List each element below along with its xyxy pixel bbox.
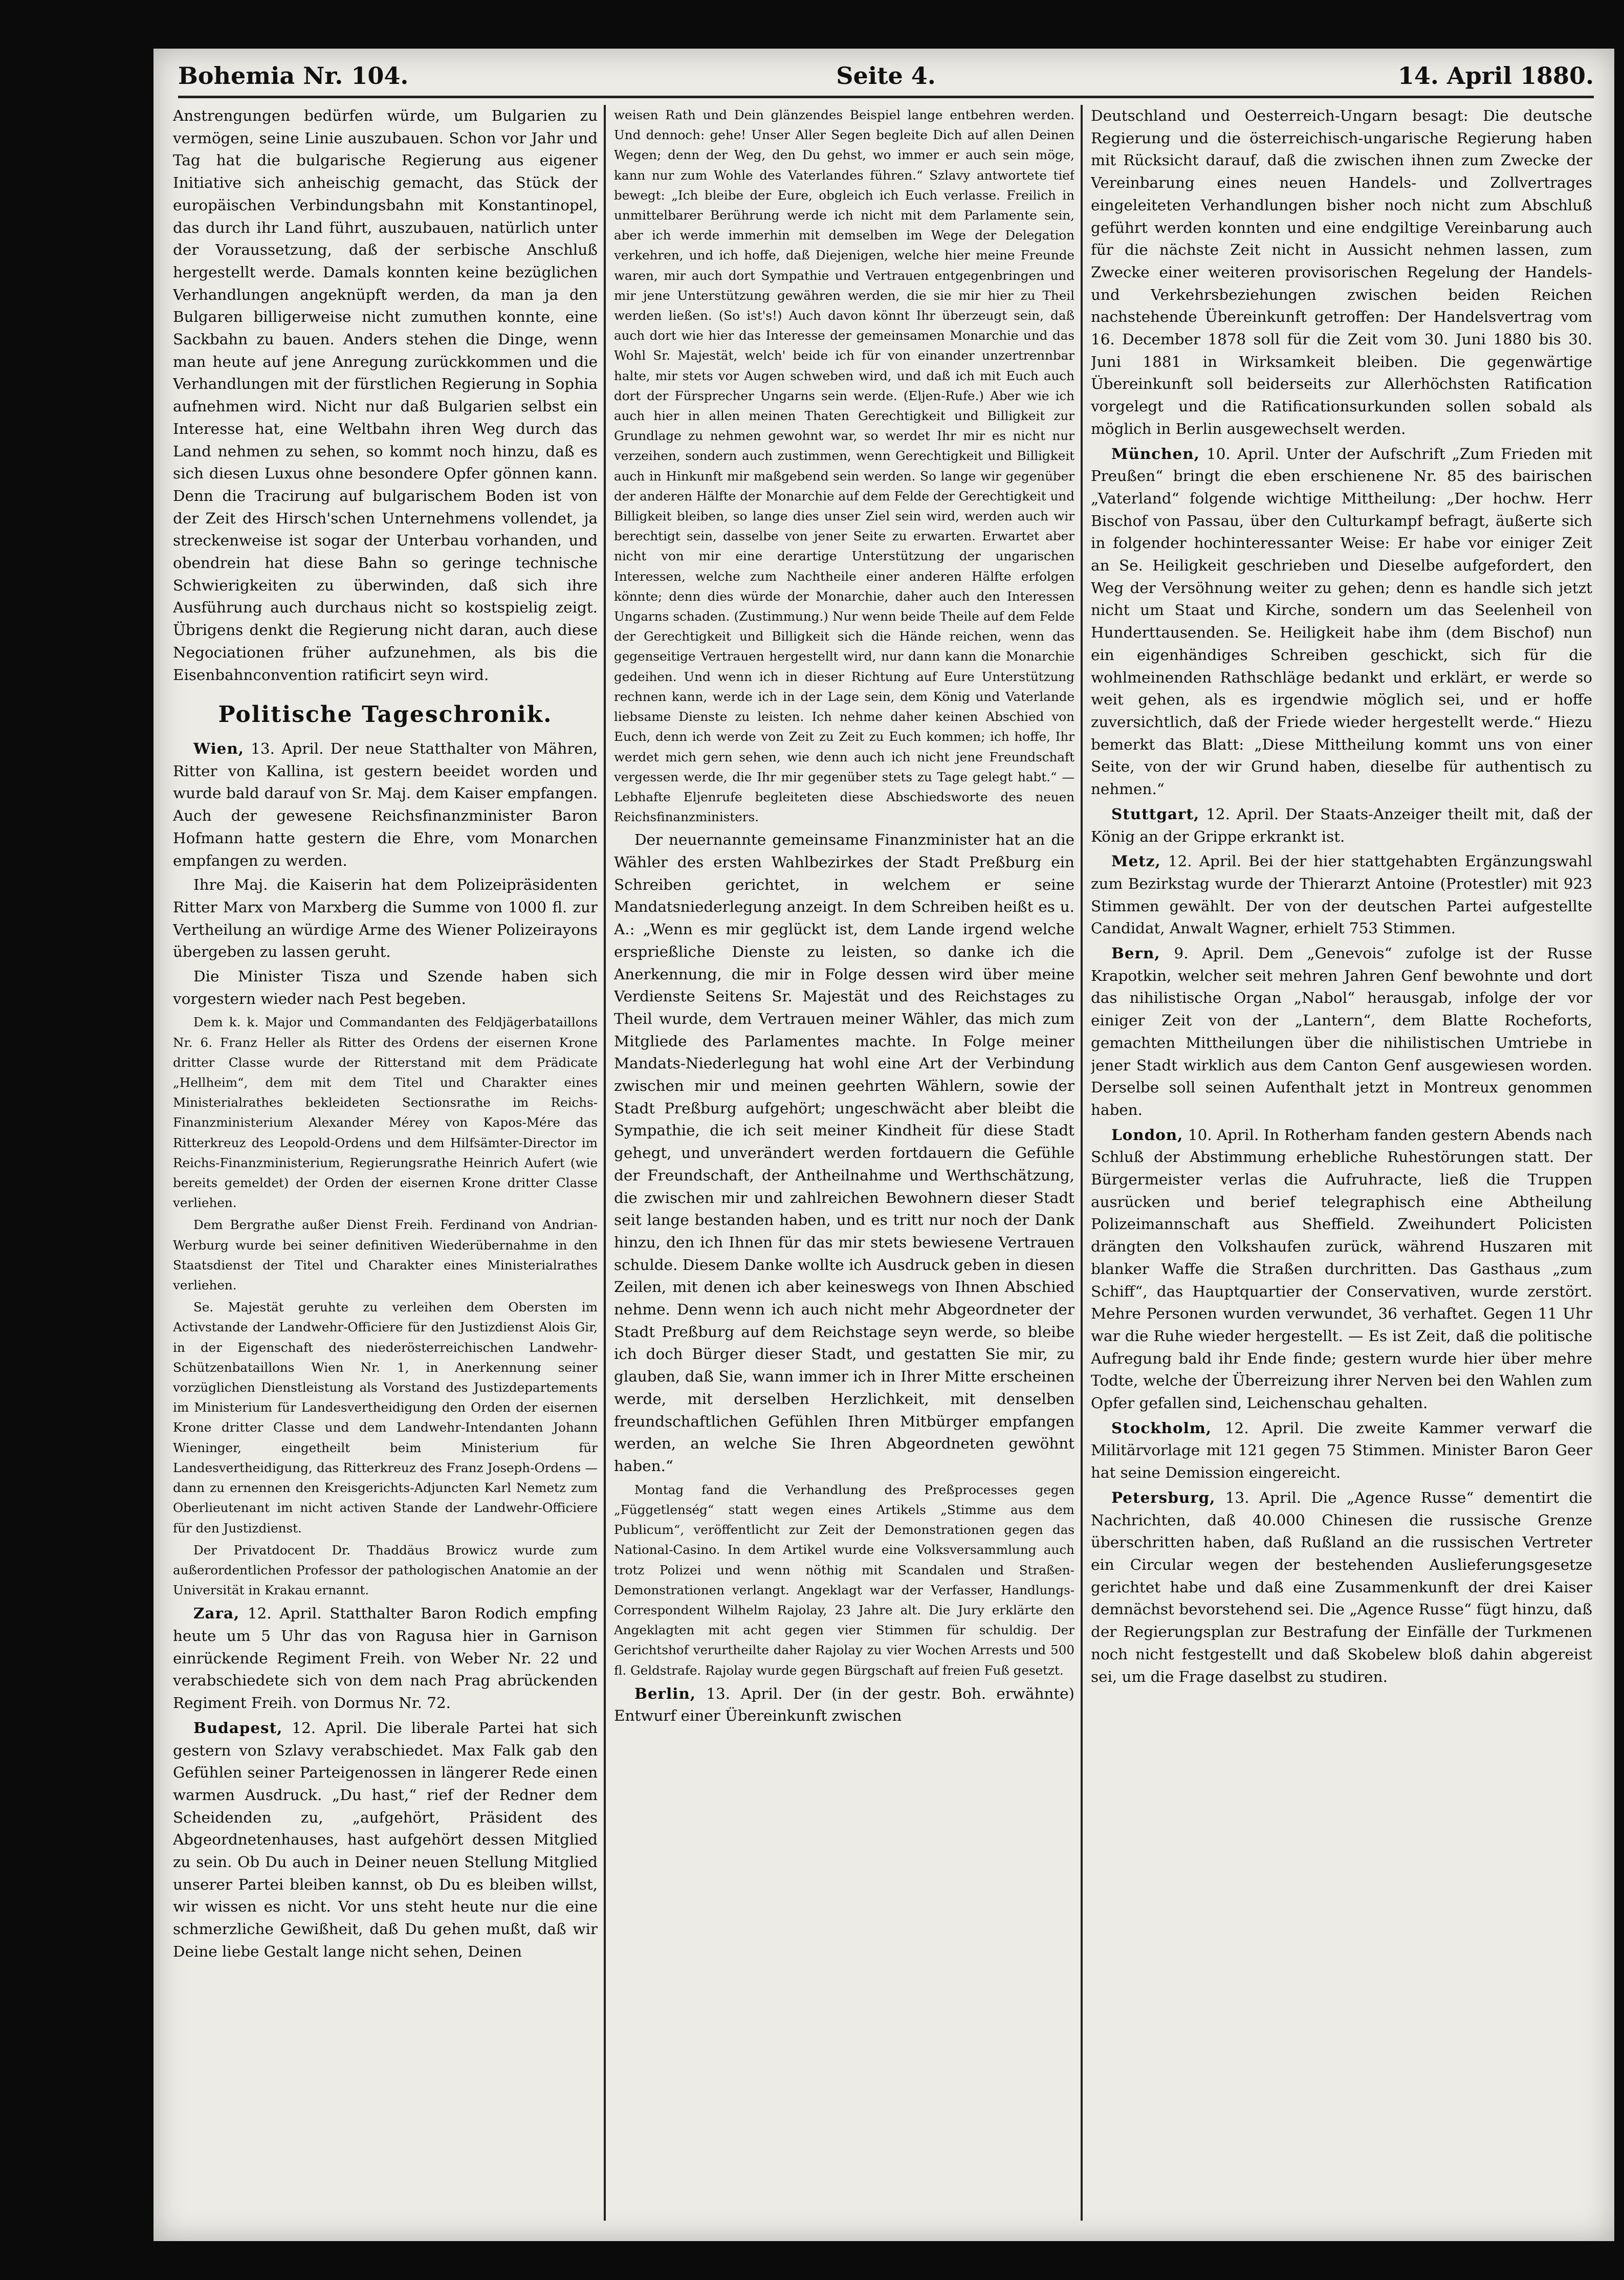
column-2: [614, 105, 1074, 2221]
article-paragraph: [173, 1215, 598, 1295]
paragraph-text: Se. Majestät geruhte zu verleihen dem Obersten im Activstande der Landwehr-Officiere für den Justizdienst Alois Gir, in der Eigenschaft des niederösterreichischen Landwehr-Schützenbataillons Wien Nr. 1, in Anerkennung seiner vorzüglichen Dienstleistung als Vorstand des Justizdepartements im Ministerium für Landesvertheidigung den Orden der eisernen Krone dritter Classe und dem Landwehr-Intendanten Johann Wieninger, eingetheilt beim Ministerium für Landesvertheidigung, das Ritterkreuz des Franz Joseph-Ordens — dann zu ernennen den Kreisgerichts-Adjuncten Karl Nemetz zum Oberlieutenant im nicht activen Stande der Landwehr-Officiere für den Justizdienst.: [173, 1300, 598, 1536]
article-paragraph: [1091, 105, 1592, 441]
paragraph-text: Anstrengungen bedürfen würde, um Bulgarien zu vermögen, seine Linie auszubauen. Schon vor Jahr und Tag hat die bulgarische Regierung aus eigener Initiative sich anheischig gemacht, das Stück der europäischen Verbindungsbahn mit Konstantinopel, das durch ihr Land führt, auszubauen, natürlich unter der Voraussetzung, daß der serbische Anschluß hergestellt werde. Damals konnten keine bezüglichen Verhandlungen angeknüpft werden, da man ja den Bulgaren billigerweise nicht zumuthen konnte, eine Sackbahn zu bauen. Anders stehen die Dinge, wenn man heute auf jene Anregung zurückkommen und die Verhandlungen mit der fürstlichen Regierung in Sophia aufnehmen wird. Nicht nur daß Bulgarien selbst ein Interesse hat, eine Weltbahn ihren Weg durch das Land nehmen zu sehen, so kommt noch hinzu, daß es sich diesen Luxus ohne besondere Opfer gönnen kann. Denn die Tracirung auf bulgarischem Boden ist von der Zeit des Hirsch'schen Unternehmens vollendet, ja streckenweise ist sogar der Unterbau vorhanden, und obendrein hat diese Bahn so geringe technische Schwierigkeiten zu überwinden, daß sich ihre Ausführung auch durchaus nicht so kostspielig zeigt. Übrigens denkt die Regierung nicht daran, auch diese Negociationen früher aufzunehmen, als bis die Eisenbahnconvention ratificirt seyn wird.: [173, 107, 598, 684]
article-paragraph: [614, 829, 1074, 1477]
article-paragraph: [614, 1682, 1074, 1727]
article-paragraph: [614, 1480, 1074, 1680]
column-divider: [604, 105, 606, 2221]
paragraph-text: 13. April. Der (in der gestr. Boh. erwähnte) Entwurf einer Übereinkunft zwischen: [614, 1684, 1074, 1725]
column-divider: [1081, 105, 1083, 2221]
article-paragraph: [173, 1717, 598, 1963]
page-number: Seite 4.: [836, 62, 936, 90]
paragraph-text: 13. April. Die „Agence Russe“ dementirt die Nachrichten, daß 40.000 Chinesen die russische Grenze überschritten haben, daß Rußland an die russischen Vertreter ein Circular wegen der bestehenden Auslieferungsgesetze gerichtet habe und daß eine Zusammenkunft der drei Kaiser demnächst bevorstehend sei. Die „Agence Russe“ fügt hinzu, daß der Regierungsplan zur Bestrafung der Einfälle der Turkmenen noch nicht festgestellt und daß Skobelew bloß dahin abgereist sei, um die Frage daselbst zu studiren.: [1091, 1488, 1592, 1685]
paragraph-text: weisen Rath und Dein glänzendes Beispiel lange entbehren werden. Und dennoch: gehe! Unser Aller Segen begleite Dich auf allen Deinen Wegen; denn der Weg, den Du gehst, wo immer er auch sein möge, kann nur zum Wohle des Vaterlandes führen.“ Szlavy antwortete tief bewegt: „Ich bleibe der Eure, obgleich ich Euch verlasse. Freilich in unmittelbarer Berührung werde ich nicht mit dem Parlamente sein, aber ich werde immerhin mit demselben im Wege der Delegation verkehren, und ich hoffe, daß Diejenigen, welche hier meine Freunde waren, mir auch dort Sympathie und Vertrauen entgegenbringen und mir jene Unterstützung gewähren werden, die sie mir hier zu Theil werden ließen. (So ist's!) Auch davon könnt Ihr überzeugt sein, daß auch dort wie hier das Interesse der gemeinsamen Monarchie und das Wohl Sr. Majestät, welch' beide ich für von einander unzertrennbar halte, mir stets vor Augen schweben wird, und daß ich mit Euch auch dort der Fürsprecher Ungarns sein werde. (Eljen-Rufe.) Aber wie ich auch hier in allen meinen Thaten Gerechtigkeit und Billigkeit zur Grundlage zu nehmen gewohnt war, so werdet Ihr mir es nicht nur verzeihen, sondern auch zustimmen, wenn Gerechtigkeit und Billigkeit auch in Hinkunft mir maßgebend sein werden. So lange wir gegenüber der anderen Hälfte der Monarchie auf dem Felde der Gerechtigkeit und Billigkeit bleiben, so lange dies unser Ziel sein wird, werden auch wir berechtigt sein, dasselbe von jener Seite zu erwarten. Erwartet aber nicht von mir eine derartige Unterstützung der ungarischen Interessen, welche zum Nachtheile einer anderen Hälfte erfolgen könnte; denn dies würde der Monarchie, daher auch den Interessen Ungarns schaden. (Zustimmung.) Nur wenn beide Theile auf dem Felde der Gerechtigkeit und Billigkeit sich die Hände reichen, wenn das gegenseitige Vertrauen hergestellt wird, nur dann kann die Monarchie gedeihen. Und wenn ich in dieser Richtung auf Eure Unterstützung rechnen kann, werde ich in der Lage sein, dem König und Vaterlande liebsame Dienste zu leisten. Ich nehme daher keinen Abschied von Euch, denn ich werde von Zeit zu Zeit zu Euch kommen; ich hoffe, Ihr werdet mich gern sehen, wie denn auch ich nicht jene Freundschaft vergessen werde, die Ihr mir gegenüber stets zu Tage gelegt habt.“ — Lebhafte Eljenrufe begleiteten diese Abschiedsworte des neuen Reichsfinanzministers.: [614, 107, 1074, 825]
dateline-place: Zara,: [193, 1604, 240, 1623]
dateline-place: Budapest,: [193, 1718, 283, 1737]
article-paragraph: [173, 737, 598, 872]
article-paragraph: [173, 874, 598, 963]
article-paragraph: [173, 105, 598, 686]
dateline-place: München,: [1111, 444, 1200, 463]
article-paragraph: [173, 966, 598, 1010]
article-paragraph: [1091, 803, 1592, 848]
column-1: [173, 105, 598, 2221]
paragraph-text: Ihre Maj. die Kaiserin hat dem Polizeipräsidenten Ritter Marx von Marxberg die Summe von 1000 fl. zur Vertheilung an würdige Arme des Wiener Polizeirayons übergeben zu lassen geruht.: [173, 876, 598, 961]
article-paragraph: [1091, 850, 1592, 940]
paragraph-text: 9. April. Dem „Genevois“ zufolge ist der Russe Krapotkin, welcher seit mehren Jahren Genf bewohnte und dort das nihilistische Organ „Nabol“ herausgab, infolge der vor einiger Zeit von der „Lantern“, dem Blatte Rocheforts, gemachten Mittheilungen über die nihilistischen Umtriebe in jener Stadt wirklich aus dem Canton Genf ausgewiesen worden. Derselbe soll seinen Aufenthalt jetzt in Montreux genommen haben.: [1091, 945, 1592, 1119]
article-paragraph: [173, 1012, 598, 1213]
article-paragraph: [173, 1297, 598, 1538]
article-paragraph: [173, 1540, 598, 1601]
dateline-place: Berlin,: [634, 1684, 696, 1702]
paragraph-text: 12. April. Statthalter Baron Rodich empfing heute um 5 Uhr das von Ragusa hier in Garnison einrückende Regiment Freih. von Weber Nr. 22 und verabschiedete sich von dem nach Prag abrückenden Regiment Freih. von Dormus Nr. 72.: [173, 1605, 598, 1712]
article-paragraph: [1091, 942, 1592, 1122]
paragraph-text: Dem k. k. Major und Commandanten des Feldjägerbataillons Nr. 6. Franz Heller als Ritter des Ordens der eisernen Krone dritter Classe wurde der Ritterstand mit dem Prädicate „Hellheim“, dem mit dem Titel und Charakter eines Ministerialrathes bekleideten Sectionsrathe im Reichs-Finanzministerium Alexander Mérey von Kapos-Mére das Ritterkreuz des Leopold-Ordens und dem Hilfsämter-Director im Reichs-Finanzministerium, Regierungsrathe Heinrich Aufert (wie bereits gemeldet) der Orden der eisernen Krone dritter Classe verliehen.: [173, 1015, 598, 1211]
paragraph-text: 12. April. Die zweite Kammer verwarf die Militärvorlage mit 121 gegen 75 Stimmen. Minister Baron Geer hat seine Demission eingereicht.: [1091, 1419, 1592, 1482]
section-title: Politische Tageschronik.: [218, 701, 553, 728]
paragraph-text: Montag fand die Verhandlung des Preßprocesses gegen „Függetlenség“ statt wegen eines Artikels „Stimme aus dem Publicum“, veröffentlicht zur Zeit der Demonstrationen gegen das National-Casino. In dem Artikel wurde eine Volksversammlung auch trotz Polizei und wenn nöthig mit Scandalen und Straßen-Demonstrationen verlangt. Angeklagt war der Verfasser, Handlungs-Correspondent Wilhelm Rajolay, 23 Jahre alt. Die Jury erklärte den Angeklagten mit acht gegen vier Stimmen für schuldig. Der Gerichtshof verurtheilte daher Rajolay zu vier Wochen Arrests und 500 fl. Geldstrafe. Rajolay wurde gegen Bürgschaft auf freien Fuß gesetzt.: [614, 1482, 1074, 1678]
dateline-place: Petersburg,: [1111, 1488, 1216, 1506]
dateline-place: Bern,: [1111, 944, 1160, 962]
article-paragraph: [1091, 1486, 1592, 1688]
paragraph-text: Die Minister Tisza und Szende haben sich vorgestern wieder nach Pest begeben.: [173, 968, 598, 1007]
paragraph-text: Dem Bergrathe außer Dienst Freih. Ferdinand von Andrian-Werburg wurde bei seiner definitiven Wiederübernahme in den Staatsdienst der Titel und Charakter eines Ministerialrathes verliehen.: [173, 1217, 598, 1293]
newspaper-page: [153, 49, 1614, 2241]
paragraph-text: 12. April. Die liberale Partei hat sich gestern von Szlavy verabschiedet. Max Falk gab den Gefühlen seiner Parteigenossen in längerer Rede einen warmen Ausdruck. „Du hast,“ rief der Redner dem Scheidenden zu, „aufgehört, Präsident des Abgeordnetenhauses, hast aufgehört dessen Mitglied zu sein. Ob Du auch in Deiner neuen Stellung Mitglied unserer Partei bleiben kannst, ob Du es bleiben willst, wir wissen es nicht. Vor uns steht heute nur die eine schmerzliche Gewißheit, daß Du gehen mußt, daß wir Deine liebe Gestalt lange nicht sehen, Deinen: [173, 1719, 598, 1960]
article-paragraph: [1091, 443, 1592, 801]
dateline-place: Stuttgart,: [1111, 804, 1200, 823]
paragraph-text: 12. April. Bei der hier stattgehabten Ergänzungswahl zum Bezirkstag wurde der Thierarzt Antoine (Protestler) mit 923 Stimmen gewählt. Der von der deutschen Partei aufgestellte Candidat, Anwalt Wagner, erhielt 753 Stimmen.: [1091, 852, 1592, 937]
dateline-place: Metz,: [1111, 852, 1161, 870]
dateline-place: Stockholm,: [1111, 1418, 1212, 1437]
issue-date: 14. April 1880.: [1397, 62, 1594, 90]
paragraph-text: Deutschland und Oesterreich-Ungarn besagt: Die deutsche Regierung und die österreichisch-ungarische Regierung haben mit Rücksicht darauf, daß die zwischen ihnen zum Zwecke der Vereinbarung eines neuen Handels- und Zollvertrages eingeleiteten Verhandlungen bisher noch nicht zum Abschluß geführt werden konnten und eine endgiltige Vereinbarung auch für die nächste Zeit nicht in Aussicht nehmen lassen, zum Zwecke einer weiteren provisorischen Regelung der Handels- und Verkehrsbeziehungen zwischen beiden Reichen nachstehende Übereinkunft getroffen: Der Handelsvertrag vom 16. December 1878 soll für die Zeit vom 30. Juni 1880 bis 30. Juni 1881 in Wirksamkeit bleiben. Die gegenwärtige Übereinkunft soll beiderseits zur Allerhöchsten Ratification vorgelegt und die Ratificationsurkunden sollen sobald als möglich in Berlin ausgewechselt werden.: [1091, 107, 1592, 437]
column-3: [1091, 105, 1592, 2221]
paragraph-text: Der neuernannte gemeinsame Finanzminister hat an die Wähler des ersten Wahlbezirkes der Stadt Preßburg ein Schreiben gerichtet, in welchem er seine Mandatsniederlegung anzeigt. In dem Schreiben heißt es u. A.: „Wenn es mir geglückt ist, dem Lande irgend welche ersprießliche Dienste zu leisten, so danke ich die Anerkennung, die mir in Folge dessen wird über meine Verdienste Seitens Sr. Majestät und des Reichstages zu Theil wurde, dem Vertrauen meiner Wähler, das mich zum Mitgliede des Parlamentes machte. In Folge meiner Mandats-Niederlegung hat wohl eine Art der Verbindung zwischen mir und meinen geehrten Wählern, sowie der Stadt Preßburg aufgehört; ungeschwächt aber bleibt die Sympathie, die ich seit meiner Kindheit für diese Stadt gehegt, und unverändert werden fortdauern die Gefühle der Freundschaft, der Antheilnahme und Werthschätzung, die zwischen mir und zahlreichen Bewohnern dieser Stadt seit lange bestanden haben, und es tritt nur noch der Dank hinzu, den ich Ihnen für das mir stets bewiesene Vertrauen schulde. Diesem Danke wollte ich Ausdruck geben in diesen Zeilen, mit denen ich aber keineswegs von Ihnen Abschied nehme. Denn wenn ich auch nicht mehr Abgeordneter der Stadt Preßburg auf dem Reichstage seyn werde, so bleibe ich doch Bürger dieser Stadt, und gestatten Sie mir, zu glauben, daß Sie, wann immer ich in Ihrer Mitte erscheinen werde, mit derselben Herzlichkeit, mit denselben freundschaftlichen Gefühlen Ihren Mitbürger empfangen werden, an welche Sie Ihren Abgeordneten gewöhnt haben.“: [614, 831, 1074, 1475]
article-paragraph: [1091, 1124, 1592, 1415]
paragraph-text: 13. April. Der neue Statthalter von Mähren, Ritter von Kallina, ist gestern beeidet worden und wurde bald darauf von Sr. Maj. dem Kaiser empfangen. Auch der gewesene Reichsfinanzminister Baron Hofmann hatte gestern die Ehre, vom Monarchen empfangen zu werden.: [173, 739, 598, 869]
article-paragraph: [614, 105, 1074, 827]
dateline-place: London,: [1111, 1125, 1183, 1144]
article-paragraph: [1091, 1417, 1592, 1484]
page-header: [178, 60, 1594, 98]
masthead-issue: Bohemia Nr. 104.: [178, 62, 409, 90]
dateline-place: Wien,: [193, 739, 244, 757]
paragraph-text: 12. April. Der Staats-Anzeiger theilt mit, daß der König an der Grippe erkrankt ist.: [1091, 805, 1592, 845]
article-paragraph: [173, 1602, 598, 1715]
paragraph-text: Der Privatdocent Dr. Thaddäus Browicz wurde zum außerordentlichen Professor der pathologischen Anatomie an der Universität in Krakau ernannt.: [173, 1542, 598, 1598]
paragraph-text: 10. April. In Rotherham fanden gestern Abends nach Schluß der Abstimmung erhebliche Ruhestörungen statt. Der Bürgermeister verlas die Aufruhracte, ließ die Truppen ausrücken und berief telegraphisch eine Abtheilung Polizeimannschaft aus Sheffield. Zweihundert Policisten drängten den Volkshaufen zurück, während Huszaren mit blanker Waffe die Straßen durchritten. Das Gasthaus „zum Schiff“, das Hauptquartier der Conservativen, wurde zerstört. Mehre Personen wurden verwundet, 36 verhaftet. Gegen 11 Uhr war die Ruhe wieder hergestellt. — Es ist Zeit, daß die politische Aufregung bald ihr Ende finde; gestern wurde hier über mehre Todte, welche der Überreizung ihrer Nerven bei den Wahlen zum Opfer gefallen sind, Leichenschau gehalten.: [1091, 1126, 1592, 1412]
paragraph-text: 10. April. Unter der Aufschrift „Zum Frieden mit Preußen“ bringt die eben erschienene Nr. 85 des bairischen „Vaterland“ folgende wichtige Mittheilung: „Der hochw. Herr Bischof von Passau, über den Culturkampf befragt, äußerte sich in folgender hochinteressanter Weise: Er habe vor einiger Zeit an Se. Heiligkeit geschrieben und Dieselbe aufgefordert, den Weg der Versöhnung weiter zu gehen; denn es handle sich jetzt nicht um Staat und Kirche, sondern um das Seelenheil von Hunderttausenden. Se. Heiligkeit habe ihm (dem Bischof) nun ein eigenhändiges Schreiben geschickt, sich für die wohlmeinenden Rathschläge bedankt und erklärt, er werde so weit gehen, als es irgendwie möglich sei, und er hoffe zuversichtlich, daß der Friede wieder hergestellt werde.“ Hiezu bemerkt das Blatt: „Diese Mittheilung kommt uns von einer Seite, von der wir Grund haben, dieselbe für authentisch zu nehmen.“: [1091, 445, 1592, 798]
